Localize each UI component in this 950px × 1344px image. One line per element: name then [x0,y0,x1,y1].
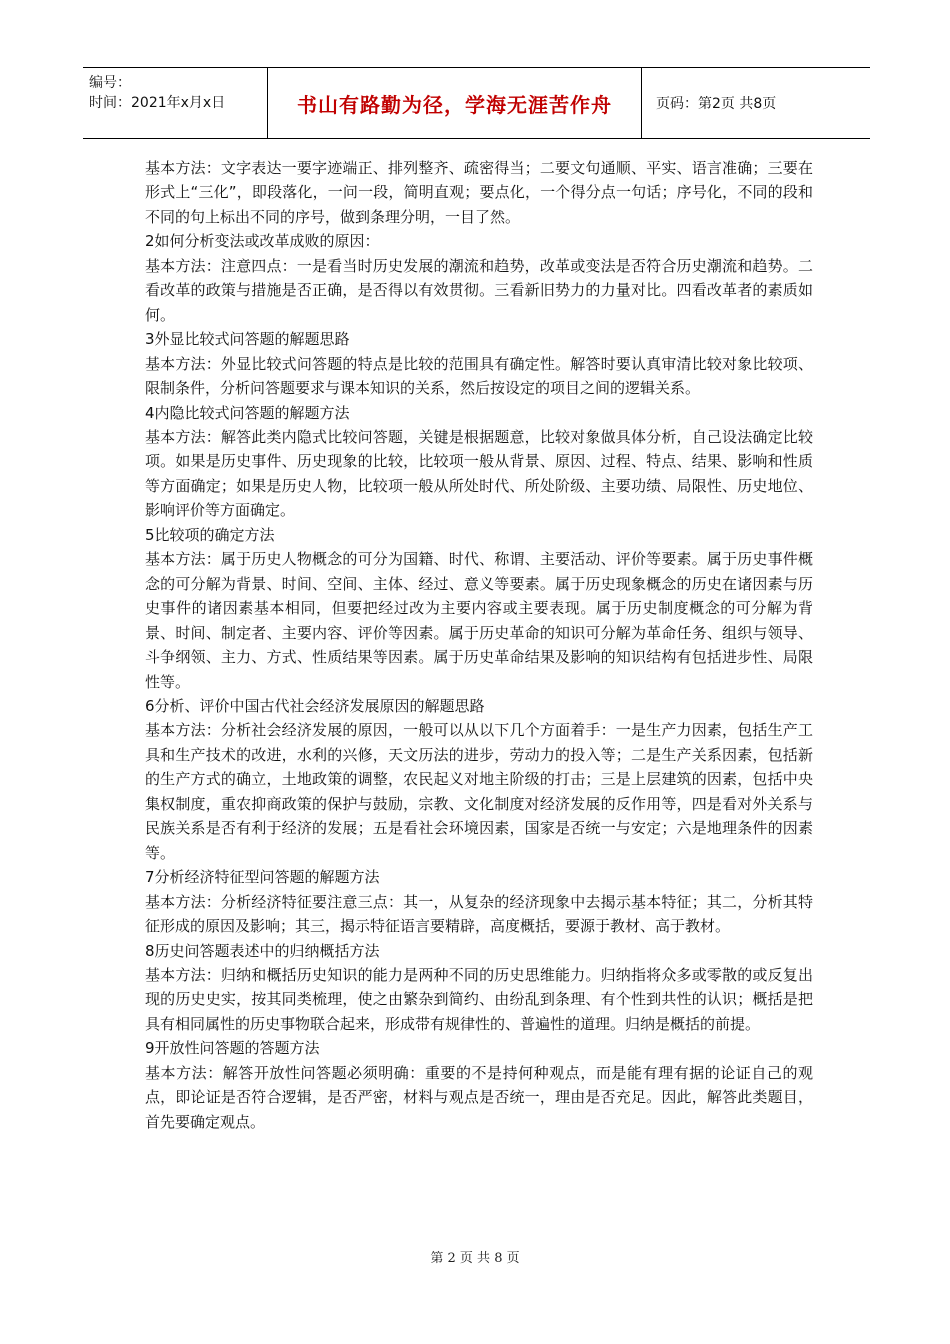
code-label: 编号： [89,75,131,91]
paragraph: 基本方法：外显比较式问答题的特点是比较的范围具有确定性。解答时要认真审清比较对象比较项、限制条件，分析问答题要求与课本知识的关系，然后按设定的项目之间的逻辑关系。 [145,354,813,398]
section-heading: 5比较项的确定方法 [145,525,275,544]
paragraph: 基本方法：注意四点：一是看当时历史发展的潮流和趋势，改革或变法是否符合历史潮流和趋势。二看改革的政策与措施是否正确，是否得以有效贯彻。三看新旧势力的力量对比。四看改革者的素质如何。 [145,256,813,324]
page-footer: 第 2 页 共 8 页 [430,1251,520,1266]
motto-text: 书山有路勤为径，学海无涯苦作舟 [297,92,612,117]
section-heading: 7分析经济特征型问答题的解题方法 [145,868,380,887]
paragraph: 基本方法：解答此类内隐式比较问答题，关键是根据题意，比较对象做具体分析，自己设法确定比较项。如果是历史事件、历史现象的比较，比较项一般从背景、原因、过程、特点、结果、影响和性质等方面确定；如果是历史人物，比较项一般从所处时代、所处阶级、主要功绩、局限性、历史地位、影响评价等方面确定。 [145,427,813,520]
section-heading: 3外显比较式问答题的解题思路 [145,330,350,349]
section-heading: 9开放性问答题的答题方法 [145,1039,320,1058]
paragraph: 基本方法：分析经济特征要注意三点：其一，从复杂的经济现象中去揭示基本特征；其二，分析其特征形成的原因及影响；其三，揭示特征语言要精辟，高度概括，要源于教材、高于教材。 [145,892,813,936]
header-meta [83,68,268,138]
time-label: 时间：2021年x月x日 [89,95,226,111]
paragraph: 基本方法：属于历史人物概念的可分为国籍、时代、称谓、主要活动、评价等要素。属于历史事件概念的可分解为背景、时间、空间、主体、经过、意义等要素。属于历史现象概念的历史在诸因素与历史事件的诸因素基本相同，但要把经过改为主要内容或主要表现。属于历史制度概念的可分解为背景、时间、制定者、主要内容、评价等因素。属于历史革命的知识可分解为革命任务、组织与领导、斗争纲领、主力、方式、性质结果等因素。属于历史革命结果及影响的知识结构有包括进步性、局限性等。 [145,550,813,691]
page-header [83,67,870,139]
page-info-text: 页码：第2页 共8页 [656,96,777,112]
paragraph: 基本方法：解答开放性问答题必须明确：重要的不是持何种观点，而是能有理有据的论证自己的观点，即论证是否符合逻辑，是否严密，材料与观点是否统一，理由是否充足。因此，解答此类题目，首先要确定观点。 [145,1063,813,1131]
header-page-info [642,68,870,138]
section-heading: 4内隐比较式问答题的解题方法 [145,403,350,422]
section-heading: 6分析、评价中国古代社会经济发展原因的解题思路 [145,696,485,715]
document-body [145,156,813,1134]
section-heading: 2如何分析变法或改革成败的原因： [145,232,380,251]
header-motto-cell [268,68,642,138]
paragraph: 基本方法：文字表达一要字迹端正、排列整齐、疏密得当；二要文句通顺、平实、语言准确；三要在形式上“三化”，即段落化，一问一段，简明直观；要点化，一个得分点一句话；序号化，不同的段和不同的句上标出不同的序号，做到条理分明，一目了然。 [145,159,813,226]
section-heading: 8历史问答题表述中的归纳概括方法 [145,941,380,960]
paragraph: 基本方法：归纳和概括历史知识的能力是两种不同的历史思维能力。归纳指将众多或零散的或反复出现的历史史实，按其同类梳理，使之由繁杂到简约、由纷乱到条理、有个性到共性的认识；概括是把具有相同属性的历史事物联合起来，形成带有规律性的、普遍性的道理。归纳是概括的前提。 [145,965,813,1033]
paragraph: 基本方法：分析社会经济发展的原因，一般可以从以下几个方面着手：一是生产力因素，包括生产工具和生产技术的改进，水利的兴修，天文历法的进步，劳动力的投入等；二是生产关系因素，包括新的生产方式的确立，土地政策的调整，农民起义对地主阶级的打击；三是上层建筑的因素，包括中央集权制度，重农抑商政策的保护与鼓励，宗教、文化制度对经济发展的反作用等，四是看对外关系与民族关系是否有利于经济的发展；五是看社会环境因素，国家是否统一与安定；六是地理条件的因素等。 [145,721,813,862]
